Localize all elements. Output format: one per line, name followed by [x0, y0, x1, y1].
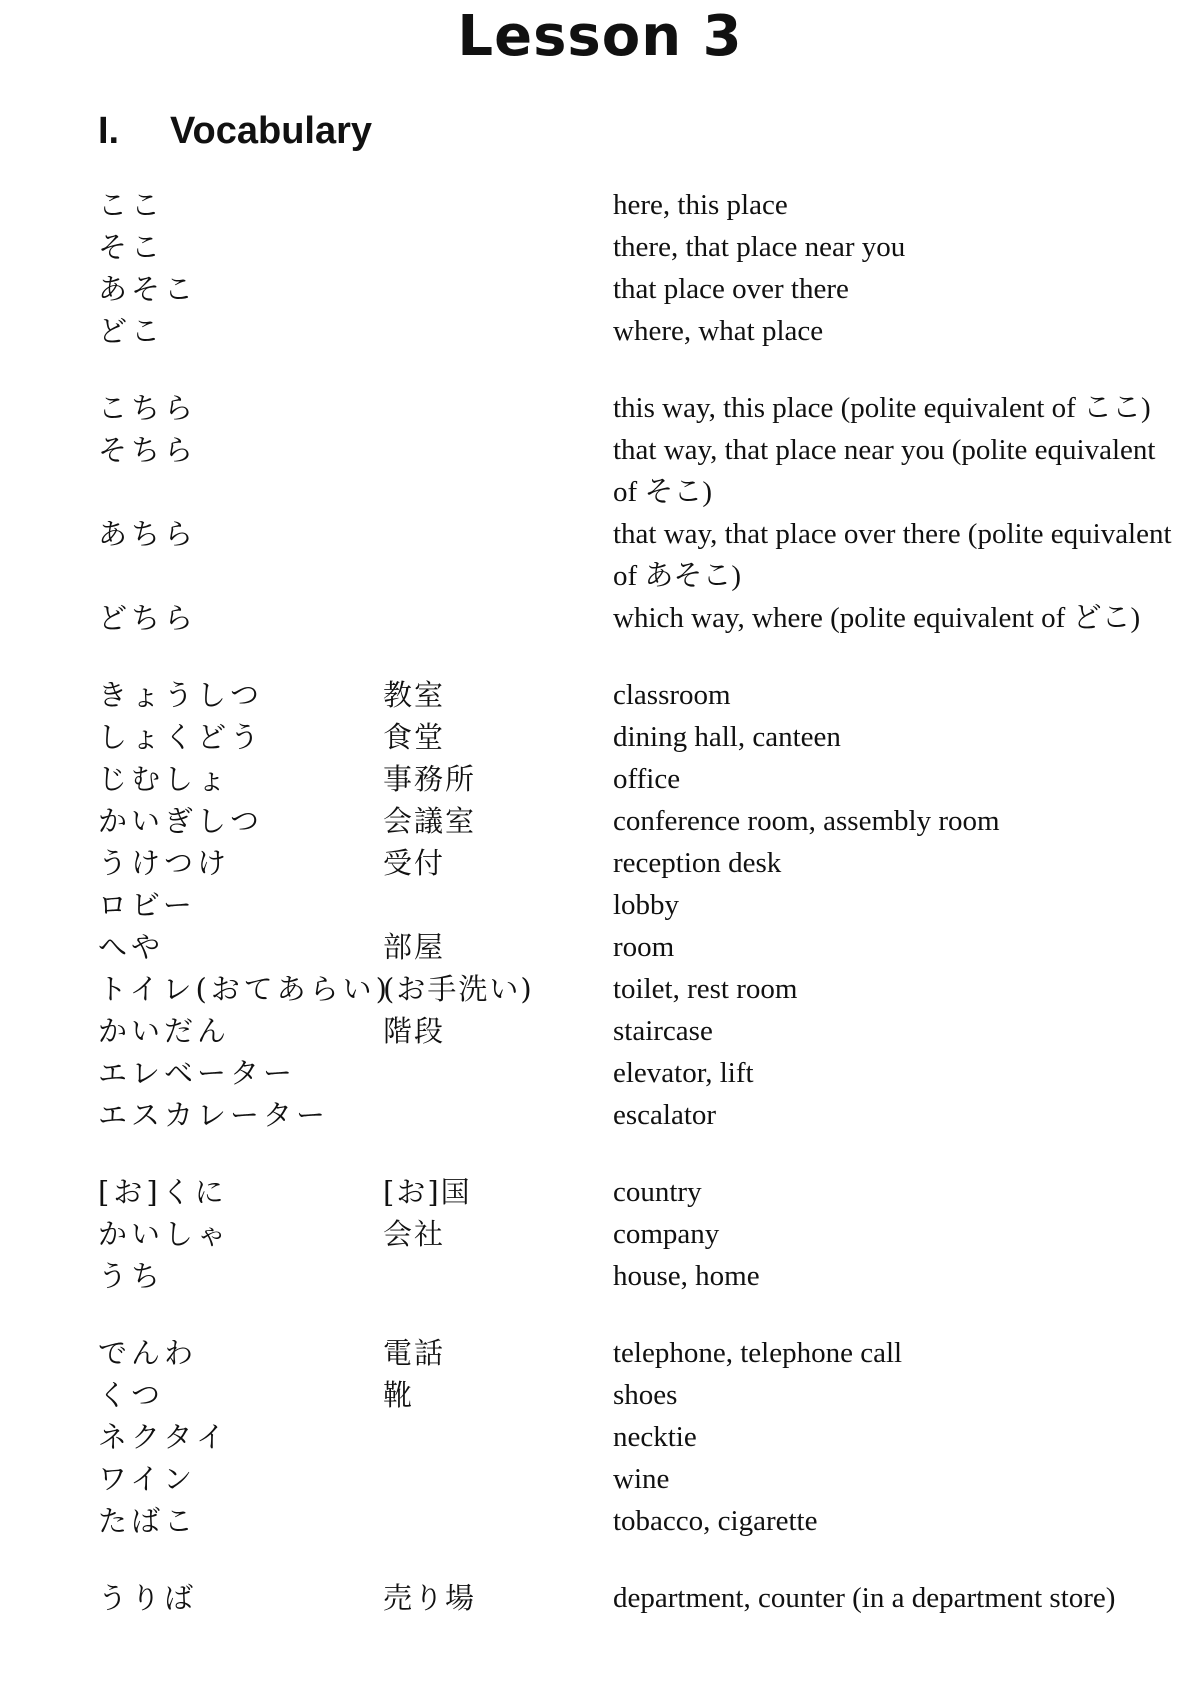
vocab-entry [98, 674, 1188, 716]
vocab-entry [98, 1255, 1188, 1297]
vocab-meaning: office [613, 763, 681, 795]
vocab-kana: どちら [98, 601, 198, 635]
vocab-meaning: dining hall, canteen [613, 721, 841, 753]
vocab-meaning: where, what place [613, 315, 824, 347]
vocab-meaning: house, home [613, 1260, 760, 1292]
vocab-kanji: 靴 [383, 1378, 415, 1412]
vocab-entry [98, 716, 1188, 758]
vocabulary-list [98, 184, 1188, 1654]
vocab-entry [98, 1052, 1188, 1094]
vocab-entry [98, 884, 1188, 926]
vocab-meaning: this way, this place (polite equivalent of ここ) [613, 392, 1151, 424]
vocab-kanji: 会議室 [383, 804, 477, 838]
vocab-meaning: department, counter (in a department store) [613, 1582, 1116, 1614]
vocab-entry [98, 758, 1188, 800]
vocab-entry [98, 1500, 1188, 1542]
vocab-kana: [お]くに [98, 1175, 228, 1209]
vocab-meaning: conference room, assembly room [613, 805, 1000, 837]
vocab-kana: エレベーター [98, 1056, 297, 1090]
vocab-meaning: country [613, 1176, 702, 1208]
vocab-kana: かいしゃ [98, 1217, 231, 1251]
section-number: I. [98, 110, 120, 152]
vocab-kana: くつ [98, 1378, 165, 1412]
vocab-group [98, 674, 1188, 1136]
vocab-kana: うけつけ [98, 846, 231, 880]
vocab-entry [98, 1094, 1188, 1136]
vocab-kana: うち [98, 1259, 165, 1293]
vocab-kanji: 電話 [383, 1336, 446, 1370]
vocab-meaning: tobacco, cigarette [613, 1505, 818, 1537]
vocab-kanji: 食堂 [383, 720, 446, 754]
vocab-entry [98, 513, 1188, 597]
vocab-kana: ロビー [98, 888, 196, 922]
vocab-group [98, 387, 1188, 639]
vocab-kana: かいぎしつ [98, 804, 264, 838]
page-title: Lesson 3 [457, 4, 743, 69]
vocab-kana: あちら [98, 517, 198, 551]
vocab-kanji: 部屋 [383, 930, 446, 964]
vocab-kana: たばこ [98, 1504, 198, 1538]
vocab-kana: あそこ [98, 272, 198, 306]
vocab-meaning: lobby [613, 889, 680, 921]
vocab-meaning: there, that place near you [613, 231, 906, 263]
vocab-meaning: necktie [613, 1421, 697, 1453]
vocab-entry [98, 1332, 1188, 1374]
vocab-kana: かいだん [98, 1014, 231, 1048]
vocab-entry [98, 310, 1188, 352]
vocab-entry [98, 1171, 1188, 1213]
vocab-meaning: staircase [613, 1015, 713, 1047]
vocab-meaning: telephone, telephone call [613, 1337, 903, 1369]
vocab-meaning: classroom [613, 679, 731, 711]
vocab-kanji: 受付 [383, 846, 446, 880]
vocab-kana: きょうしつ [98, 678, 264, 712]
vocab-kana: ワイン [98, 1462, 197, 1496]
section-title: Vocabulary [170, 110, 373, 152]
vocab-kana: へや [98, 930, 165, 964]
vocab-meaning: here, this place [613, 189, 788, 221]
vocab-meaning: room [613, 931, 675, 963]
vocab-kana: しょくどう [98, 720, 264, 754]
vocab-kana: そこ [98, 230, 165, 264]
vocab-entry [98, 597, 1188, 639]
vocab-entry [98, 1213, 1188, 1255]
vocab-kana: ネクタイ [98, 1420, 229, 1454]
vocab-kana: じむしょ [98, 762, 231, 796]
vocab-meaning: that place over there [613, 273, 849, 305]
vocab-kanji: 会社 [383, 1217, 446, 1251]
vocab-entry [98, 184, 1188, 226]
vocab-meaning: that way, that place over there (polite equivalent of あそこ) [613, 518, 1172, 592]
vocab-entry [98, 226, 1188, 268]
vocab-entry [98, 1010, 1188, 1052]
vocab-entry [98, 1416, 1188, 1458]
vocab-entry [98, 926, 1188, 968]
vocab-meaning: which way, where (polite equivalent of どこ) [613, 602, 1141, 634]
vocab-meaning: company [613, 1218, 720, 1250]
vocab-group [98, 1577, 1188, 1619]
vocab-entry [98, 429, 1188, 513]
vocab-meaning: toilet, rest room [613, 973, 798, 1005]
vocab-kanji: 事務所 [383, 762, 477, 796]
vocab-entry [98, 842, 1188, 884]
vocab-kana: でんわ [98, 1336, 198, 1370]
vocab-kanji: 階段 [383, 1014, 446, 1048]
vocab-kanji: 売り場 [383, 1581, 477, 1615]
vocab-meaning: that way, that place near you (polite equivalent of そこ) [613, 434, 1156, 508]
vocab-group [98, 184, 1188, 352]
vocab-kanji: (お手洗い) [383, 972, 534, 1006]
vocab-meaning: elevator, lift [613, 1057, 754, 1089]
vocab-entry [98, 1374, 1188, 1416]
vocab-kanji: [お]国 [383, 1175, 472, 1209]
vocab-meaning: wine [613, 1463, 670, 1495]
vocab-group [98, 1332, 1188, 1542]
vocab-kana: こちら [98, 391, 198, 425]
vocab-kana: ここ [98, 188, 165, 222]
vocab-meaning: reception desk [613, 847, 782, 879]
vocab-kana: うりば [98, 1581, 198, 1615]
vocab-kana: エスカレーター [98, 1098, 330, 1132]
vocab-entry [98, 268, 1188, 310]
vocab-kanji: 教室 [383, 678, 446, 712]
vocab-entry [98, 1458, 1188, 1500]
vocab-meaning: escalator [613, 1099, 717, 1131]
vocab-kana: どこ [98, 314, 165, 348]
vocab-kana: トイレ(おてあらい) [98, 972, 391, 1006]
vocab-meaning: shoes [613, 1379, 678, 1411]
section-heading [98, 110, 372, 153]
vocab-kana: そちら [98, 433, 198, 467]
vocab-entry [98, 387, 1188, 429]
vocab-entry [98, 800, 1188, 842]
vocab-entry [98, 968, 1188, 1010]
vocab-entry [98, 1577, 1188, 1619]
vocab-group [98, 1171, 1188, 1297]
